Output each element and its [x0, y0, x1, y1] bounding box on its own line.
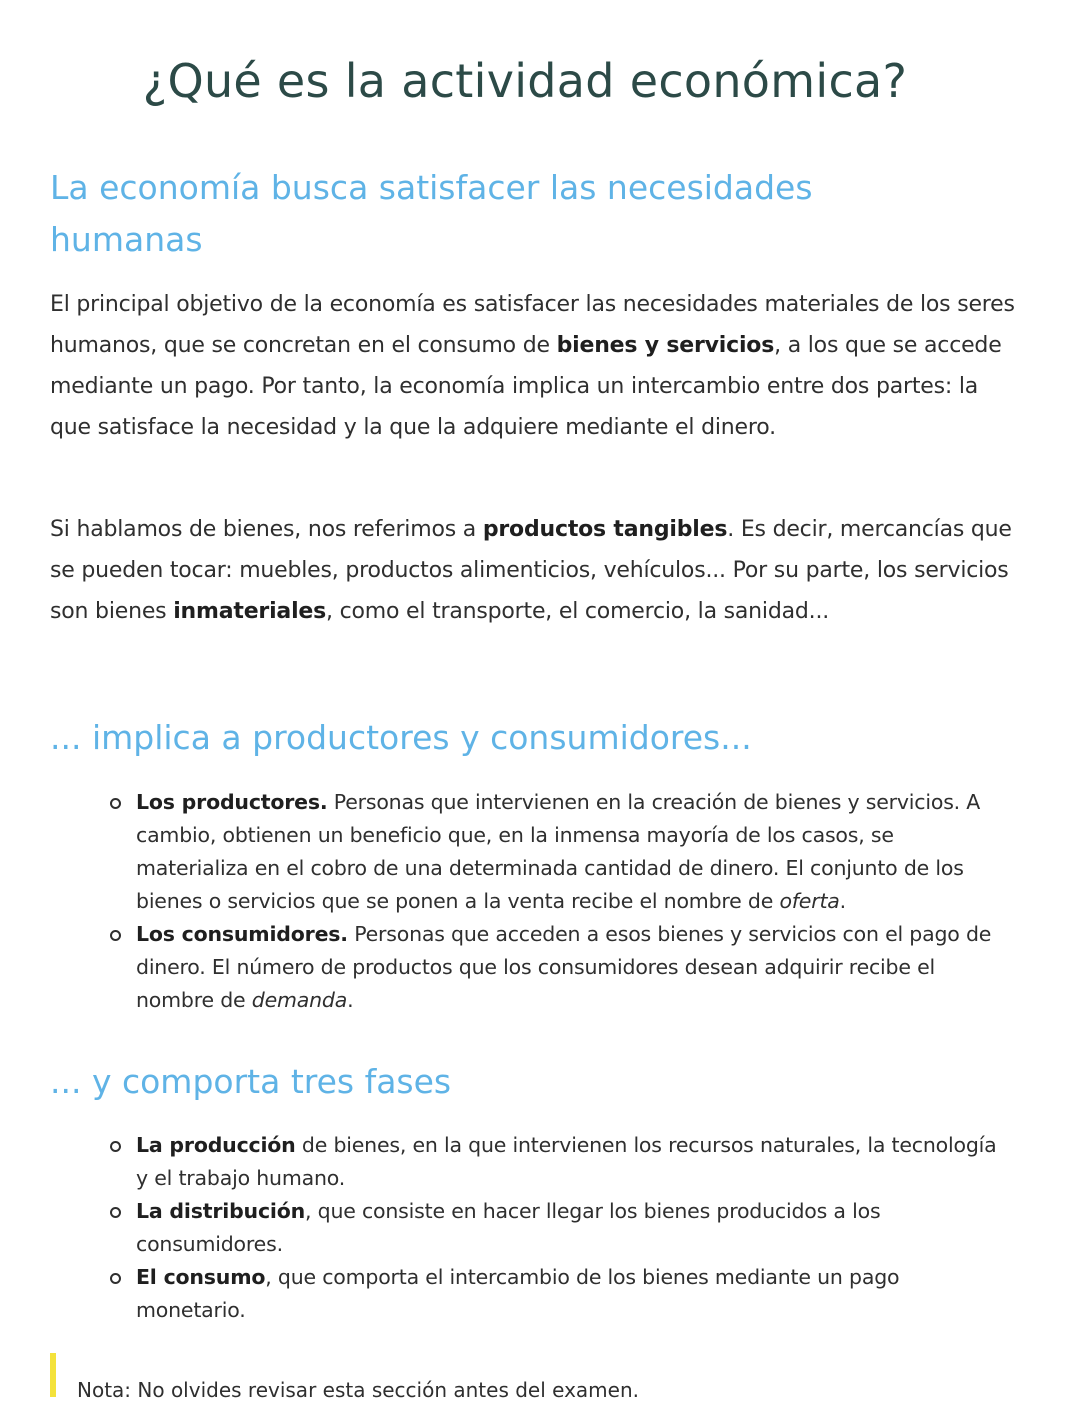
italic-term: oferta: [779, 889, 840, 913]
bullet-icon: [110, 1273, 121, 1284]
bold-term: inmateriales: [173, 599, 327, 624]
list-item: [110, 1195, 1010, 1261]
section-heading-necesidades: La economía busca satisfacer las necesidades humanas: [50, 168, 813, 259]
paragraph-text: , como el transporte, el comercio, la sanidad...: [326, 599, 830, 624]
bullet-icon: [110, 1207, 121, 1218]
bold-term: El consumo: [136, 1265, 266, 1289]
list-fases: [110, 1129, 1010, 1327]
list-item: [110, 786, 1010, 918]
bullet-icon: [110, 1141, 121, 1152]
bold-term: Los productores.: [136, 790, 328, 814]
list-item-text: Personas que intervienen en la creación de bienes y servicios. A cambio, obtienen un beneficio que, en la inmensa mayoría de los casos, se materializa en el cobro de una determinada cantidad de dinero. El conjunto de los bienes o servicios que se ponen a la venta recibe el nombre de: [136, 790, 981, 913]
bold-term: La producción: [136, 1133, 296, 1157]
bold-term: productos tangibles: [482, 517, 728, 542]
list-item-end: .: [839, 889, 846, 913]
paragraph-objetivo: [50, 284, 1025, 448]
list-productores-consumidores: [110, 786, 1010, 1017]
bullet-icon: [110, 930, 121, 941]
list-item: [110, 1261, 1010, 1327]
list-item-text: , que consiste en hacer llegar los bienes producidos a los consumidores.: [136, 1199, 881, 1256]
bold-term: bienes y servicios: [556, 333, 775, 358]
section-heading-fases: ... y comporta tres fases: [50, 1062, 452, 1101]
note-callout: [50, 1353, 1006, 1402]
bullet-icon: [110, 798, 121, 809]
list-item: [110, 918, 1010, 1017]
list-item-text: de bienes, en la que intervienen los recursos naturales, la tecnología y el trabajo humano.: [136, 1133, 997, 1190]
paragraph-text: , a los que se accede mediante un pago. Por tanto, la economía implica un intercambio entre dos partes: la que satisface la necesidad y la que la adquiere mediante el dinero.: [50, 333, 1002, 440]
section-heading-productores: ... implica a productores y consumidores...: [50, 718, 752, 757]
note-text: Nota: No olvides revisar esta sección antes del examen.: [77, 1378, 640, 1402]
italic-term: demanda: [251, 988, 348, 1012]
list-item: [110, 1129, 1010, 1195]
list-item-text: Personas que acceden a esos bienes y servicios con el pago de dinero. El número de productos que los consumidores desean adquirir recibe el nombre de: [136, 922, 992, 1012]
paragraph-bienes: [50, 509, 1025, 632]
bold-term: Los consumidores.: [136, 922, 348, 946]
list-item-text: , que comporta el intercambio de los bienes mediante un pago monetario.: [136, 1265, 900, 1322]
paragraph-text: . Es decir, mercancías que se pueden tocar: muebles, productos alimenticios, vehículos... Por su parte, los servicios son bienes: [50, 517, 1012, 624]
page-title: ¿Qué es la actividad económica?: [142, 54, 908, 108]
bold-term: La distribución: [136, 1199, 305, 1223]
paragraph-text: Si hablamos de bienes, nos referimos a: [50, 517, 483, 542]
paragraph-text: El principal objetivo de la economía es satisfacer las necesidades materiales de los seres humanos, que se concretan en el consumo de: [50, 292, 1015, 358]
list-item-end: .: [347, 988, 354, 1012]
